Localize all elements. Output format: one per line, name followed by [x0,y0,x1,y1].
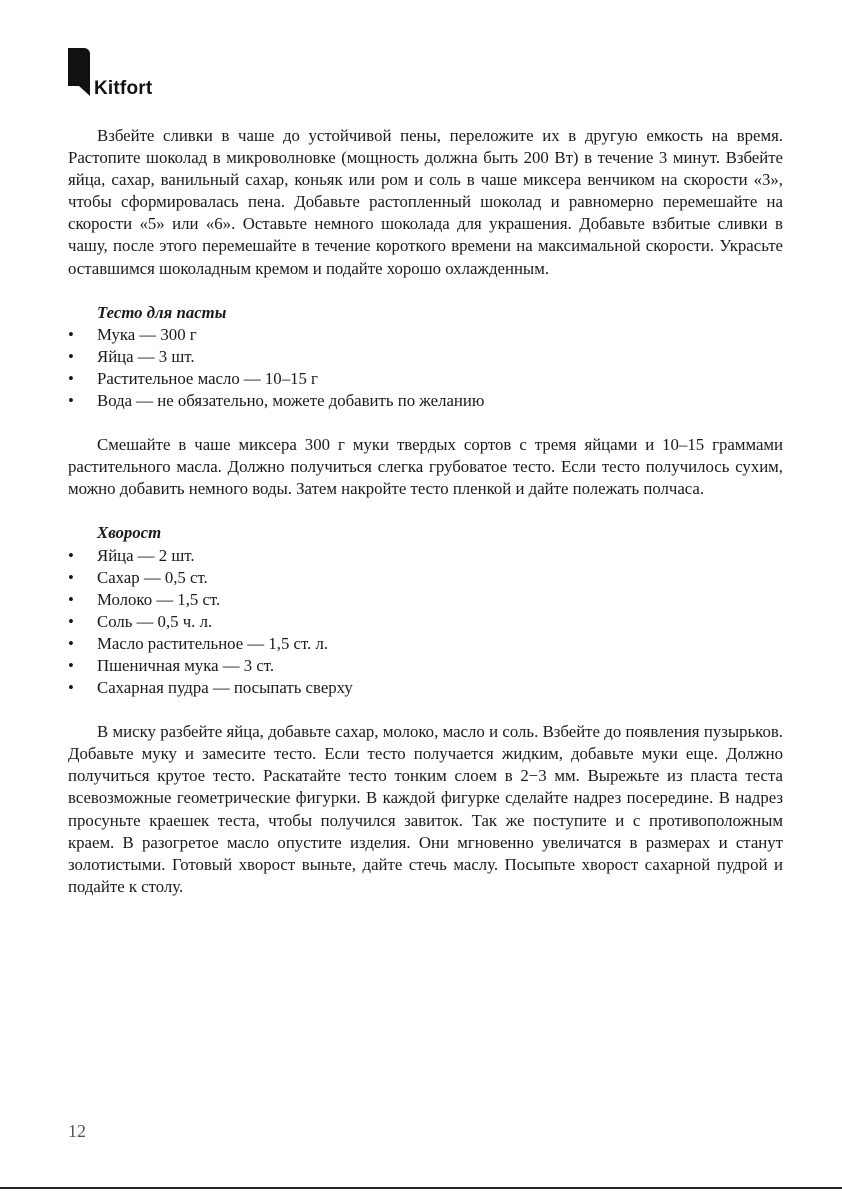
ingredient-text: Соль — 0,5 ч. л. [97,611,213,631]
bullet-icon: • [68,611,74,631]
ingredient-text: Молоко — 1,5 ст. [97,589,221,609]
list-item [68,655,783,677]
list-item [68,324,783,346]
spacer [68,412,783,434]
list-item [68,390,783,412]
bullet-icon: • [68,346,74,366]
list-item [68,633,783,655]
bullet-icon: • [68,655,74,675]
ingredient-list-pasta [68,324,783,412]
ingredient-text: Пшеничная мука — 3 ст. [97,655,275,675]
page-content [68,125,783,898]
pasta-instructions: Смешайте в чаше миксера 300 г муки твердых сортов с тремя яйцами и 10–15 граммами растительного масла. Должно получиться слегка грубоватое тесто. Если тесто получилось сухим, можно добавить немного воды. Затем накройте тесто пленкой и дайте полежать полчаса. [68,435,783,499]
page-number: 12 [68,1121,86,1141]
ingredient-text: Вода — не обязательно, можете добавить по желанию [97,391,485,411]
list-item [68,611,783,633]
brand-logo [68,46,153,99]
brand-name: Kitfort [94,78,153,99]
list-item [68,368,783,390]
list-item [68,346,783,368]
ingredient-text: Яйца — 2 шт. [97,545,195,565]
spacer [68,699,783,721]
ingredient-text: Сахар — 0,5 ст. [97,567,208,587]
recipe-heading-pasta: Тесто для пасты [97,302,227,322]
spacer [68,500,783,522]
bullet-icon: • [68,324,74,344]
list-item [68,589,783,611]
bullet-icon: • [68,589,74,609]
bullet-icon: • [68,633,74,653]
ingredient-text: Растительное масло — 10–15 г [97,368,318,388]
list-item [68,677,783,699]
khvorost-instructions: В миску разбейте яйца, добавьте сахар, молоко, масло и соль. Взбейте до появления пузырьков. Добавьте муку и замесите тесто. Если тесто получается жидким, добавьте муки еще. Должно получиться крутое тесто. Раскатайте тесто тонким слоем в 2−3 мм. Вырежьте из пласта теста всевозможные геометрические фигурки. В каждой фигурке сделайте надрез посередине. В надрез просуньте краешек теста, чтобы получился завиток. Так же поступите и с противоположным краем. В разогретое масло опустите изделия. Они мгновенно увеличатся в размерах и станут золотистыми. Готовый хворост выньте, дайте стечь маслу. Посыпьте хворост сахарной пудрой и подайте к столу. [68,722,783,896]
bottom-rule [0,1187,842,1189]
kitfort-logo-icon [68,48,90,96]
ingredient-text: Яйца — 3 шт. [97,346,195,366]
bullet-icon: • [68,368,74,388]
list-item [68,567,783,589]
list-item [68,545,783,567]
recipe-heading-khvorost: Хворост [97,523,162,543]
intro-paragraph: Взбейте сливки в чаше до устойчивой пены, переложите их в другую емкость на время. Растопите шоколад в микроволновке (мощность должна быть 200 Вт) в течение 3 минут. Взбейте яйца, сахар, ванильный сахар, коньяк или ром и соль в чаше миксера венчиком на скорости «3», чтобы сформировалась пена. Добавьте растопленный шоколад и равномерно перемешайте на скорости «5» или «6». Оставьте немного шоколада для украшения. Добавьте взбитые сливки в чашу, после этого перемешайте в течение короткого времени на максимальной скорости. Украсьте оставшимся шоколадным кремом и подайте хорошо охлажденным. [68,126,783,278]
bullet-icon: • [68,391,74,411]
spacer [68,280,783,302]
ingredient-text: Мука — 300 г [97,324,197,344]
bullet-icon: • [68,567,74,587]
bullet-icon: • [68,678,74,698]
bullet-icon: • [68,545,74,565]
ingredient-text: Сахарная пудра — посыпать сверху [97,678,353,698]
ingredient-text: Масло растительное — 1,5 ст. л. [97,633,329,653]
ingredient-list-khvorost [68,545,783,700]
